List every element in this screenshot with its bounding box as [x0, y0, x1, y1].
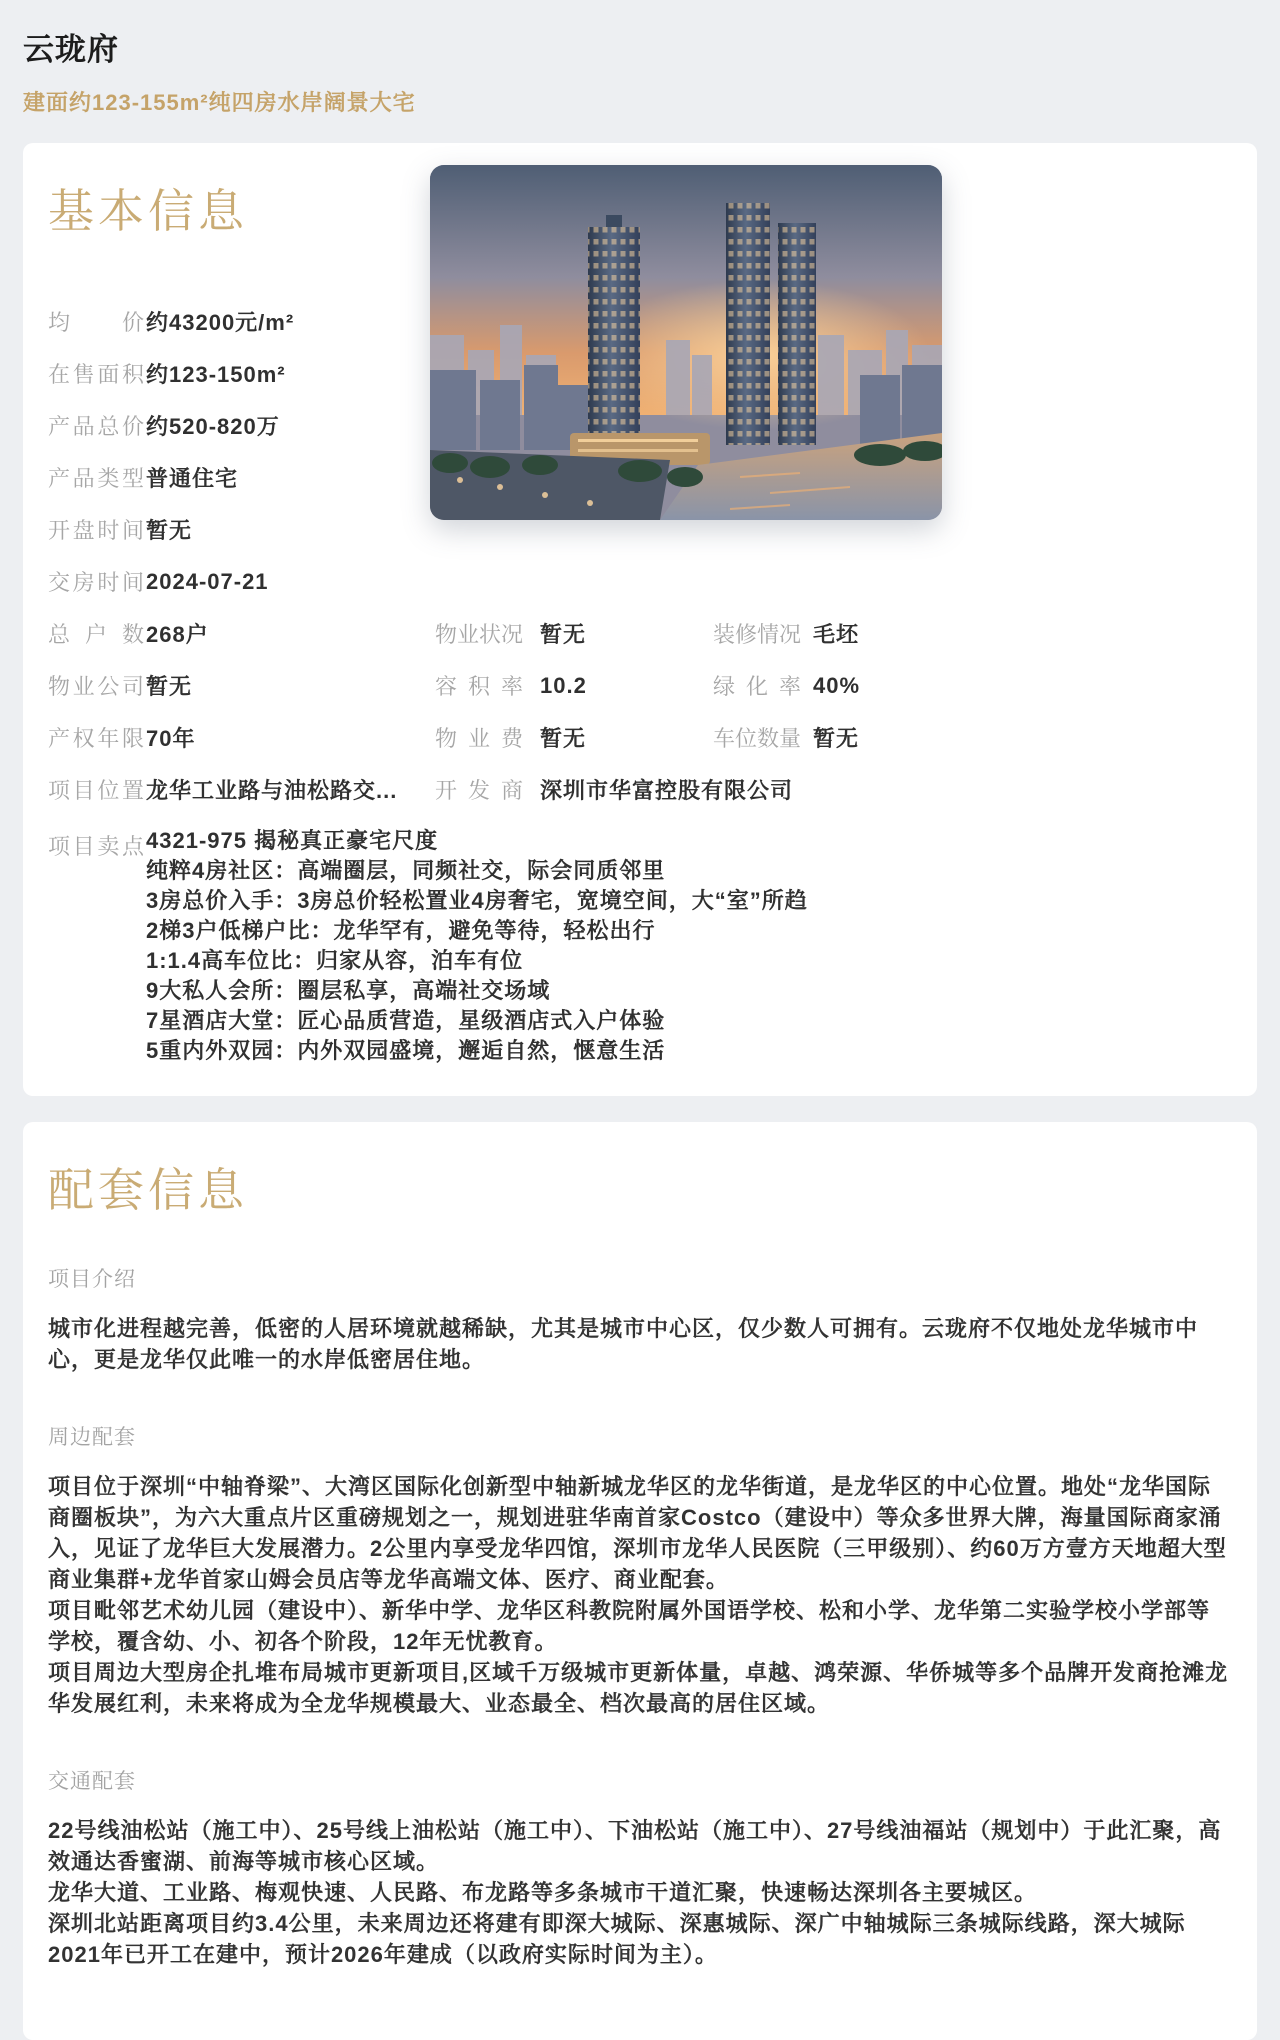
info-label: 产品类型	[48, 466, 144, 492]
info-value: 70年	[146, 726, 196, 752]
info-value: 毛坯	[813, 622, 860, 648]
info-label: 车位数量	[713, 726, 802, 752]
info-row-location	[48, 764, 1232, 816]
info-row-delivery-date	[48, 556, 1232, 608]
paragraph: 项目周边大型房企扎堆布局城市更新项目,区域千万级城市更新体量，卓越、鸿荣源、华侨城等多个品牌开发商抢滩龙华发展红利，未来将成为全龙华规模最大、业态最全、档次最高的居住区域。	[48, 1659, 1229, 1716]
info-label: 均价	[48, 310, 144, 336]
selling-points-label: 项目卖点	[48, 833, 144, 859]
selling-point-line: 9大私人会所：圈层私享，高端社交场域	[146, 977, 551, 1003]
selling-point-line: 3房总价入手：3房总价轻松置业4房奢宅，宽境空间，大“室”所趋	[146, 887, 808, 913]
info-value: 约123-150m²	[146, 362, 286, 388]
info-value: 暂无	[146, 518, 193, 544]
paragraph: 龙华大道、工业路、梅观快速、人民路、布龙路等多条城市干道汇聚，快速畅达深圳各主要城区。	[48, 1879, 1038, 1905]
amenities-card	[23, 1122, 1257, 2040]
amenities-section-title: 配套信息	[48, 1163, 248, 1216]
info-value: 40%	[813, 672, 861, 698]
selling-point-line: 7星酒店大堂：匠心品质营造，星级酒店式入户体验	[146, 1007, 666, 1033]
info-row-tenure	[48, 712, 1232, 764]
selling-points	[48, 826, 1232, 1066]
info-value: 2024-07-21	[146, 568, 269, 594]
basic-info-card	[23, 143, 1257, 1096]
info-label: 物业状况	[435, 622, 524, 648]
info-label: 开发商	[435, 778, 523, 804]
info-value: 龙华工业路与油松路交...	[146, 778, 398, 804]
selling-point-line: 5重内外双园：内外双园盛境，邂逅自然，惬意生活	[146, 1037, 666, 1063]
info-value: 暂无	[813, 726, 860, 752]
selling-point-line: 纯粹4房社区：高端圈层，同频社交，际会同质邻里	[146, 857, 666, 883]
paragraph: 22号线油松站（施工中）、25号线上油松站（施工中）、下油松站（施工中）、27号线油福站（规划中）于此汇聚，高效通达香蜜湖、前海等城市核心区域。	[48, 1817, 1222, 1874]
info-value: 10.2	[540, 672, 587, 698]
selling-point-line: 1:1.4高车位比：归家从容，泊车有位	[146, 947, 524, 973]
selling-point-line: 4321-975 揭秘真正豪宅尺度	[146, 827, 439, 853]
basic-info-section-title: 基本信息	[48, 185, 248, 237]
info-value: 约43200元/m²	[146, 310, 295, 336]
sub-label-transport: 交通配套	[48, 1769, 136, 1793]
info-row-property-company	[48, 660, 1232, 712]
info-label: 项目位置	[48, 778, 144, 804]
info-value: 暂无	[540, 726, 587, 752]
info-label: 在售面积	[48, 362, 144, 388]
page-subtitle: 建面约123-155m²纯四房水岸阔景大宅	[23, 90, 416, 115]
paragraph: 项目毗邻艺术幼儿园（建设中）、新华中学、龙华区科教院附属外国语学校、松和小学、龙华第二实验学校小学部等学校，覆含幼、小、初各个阶段，12年无忧教育。	[48, 1597, 1211, 1654]
info-value: 暂无	[540, 622, 587, 648]
project-intro-paragraphs	[48, 1313, 1232, 1375]
transport-paragraphs	[48, 1815, 1232, 1970]
info-value: 普通住宅	[146, 466, 239, 492]
info-value: 约520-820万	[146, 414, 280, 440]
property-rendering-image	[430, 165, 942, 520]
info-value: 暂无	[146, 674, 193, 700]
info-label: 开盘时间	[48, 518, 144, 544]
sub-label-project-intro: 项目介绍	[48, 1267, 136, 1291]
info-value: 深圳市华富控股有限公司	[540, 778, 794, 804]
info-row-households	[48, 608, 1232, 660]
info-label: 产权年限	[48, 726, 144, 752]
info-label: 产品总价	[48, 414, 144, 440]
paragraph: 城市化进程越完善，低密的人居环境就越稀缺，尤其是城市中心区，仅少数人可拥有。云珑府不仅地处龙华城市中心，更是龙华仅此唯一的水岸低密居住地。	[48, 1315, 1199, 1372]
info-value: 268户	[146, 622, 209, 648]
info-label: 交房时间	[48, 570, 144, 596]
page-title: 云珑府	[23, 32, 119, 67]
paragraph: 项目位于深圳“中轴脊梁”、大湾区国际化创新型中轴新城龙华区的龙华街道，是龙华区的中心位置。地处“龙华国际商圈板块”，为六大重点片区重磅规划之一，规划进驻华南首家Costco（建设中）等众多世界大牌，海量国际商家涌入，见证了龙华巨大发展潜力。2公里内享受龙华四馆，深圳市龙华人民医院（三甲级别）、约60万方壹方天地超大型商业集群+龙华首家山姆会员店等龙华高端文体、医疗、商业配套。	[48, 1473, 1227, 1592]
sub-label-surrounding: 周边配套	[48, 1425, 136, 1449]
selling-point-line: 2梯3户低梯户比：龙华罕有，避免等待，轻松出行	[146, 917, 656, 943]
surrounding-paragraphs	[48, 1471, 1232, 1719]
info-label: 装修情况	[713, 622, 802, 648]
info-label: 容积率	[435, 674, 523, 700]
paragraph: 深圳北站距离项目约3.4公里，未来周边还将建有即深大城际、深惠城际、深广中轴城际三条城际线路，深大城际2021年已开工在建中，预计2026年建成（以政府实际时间为主）。	[48, 1910, 1186, 1967]
info-label: 总户数	[48, 622, 144, 648]
info-label: 物业费	[435, 726, 523, 752]
info-label: 物业公司	[48, 674, 144, 700]
info-label: 绿化率	[713, 674, 801, 700]
